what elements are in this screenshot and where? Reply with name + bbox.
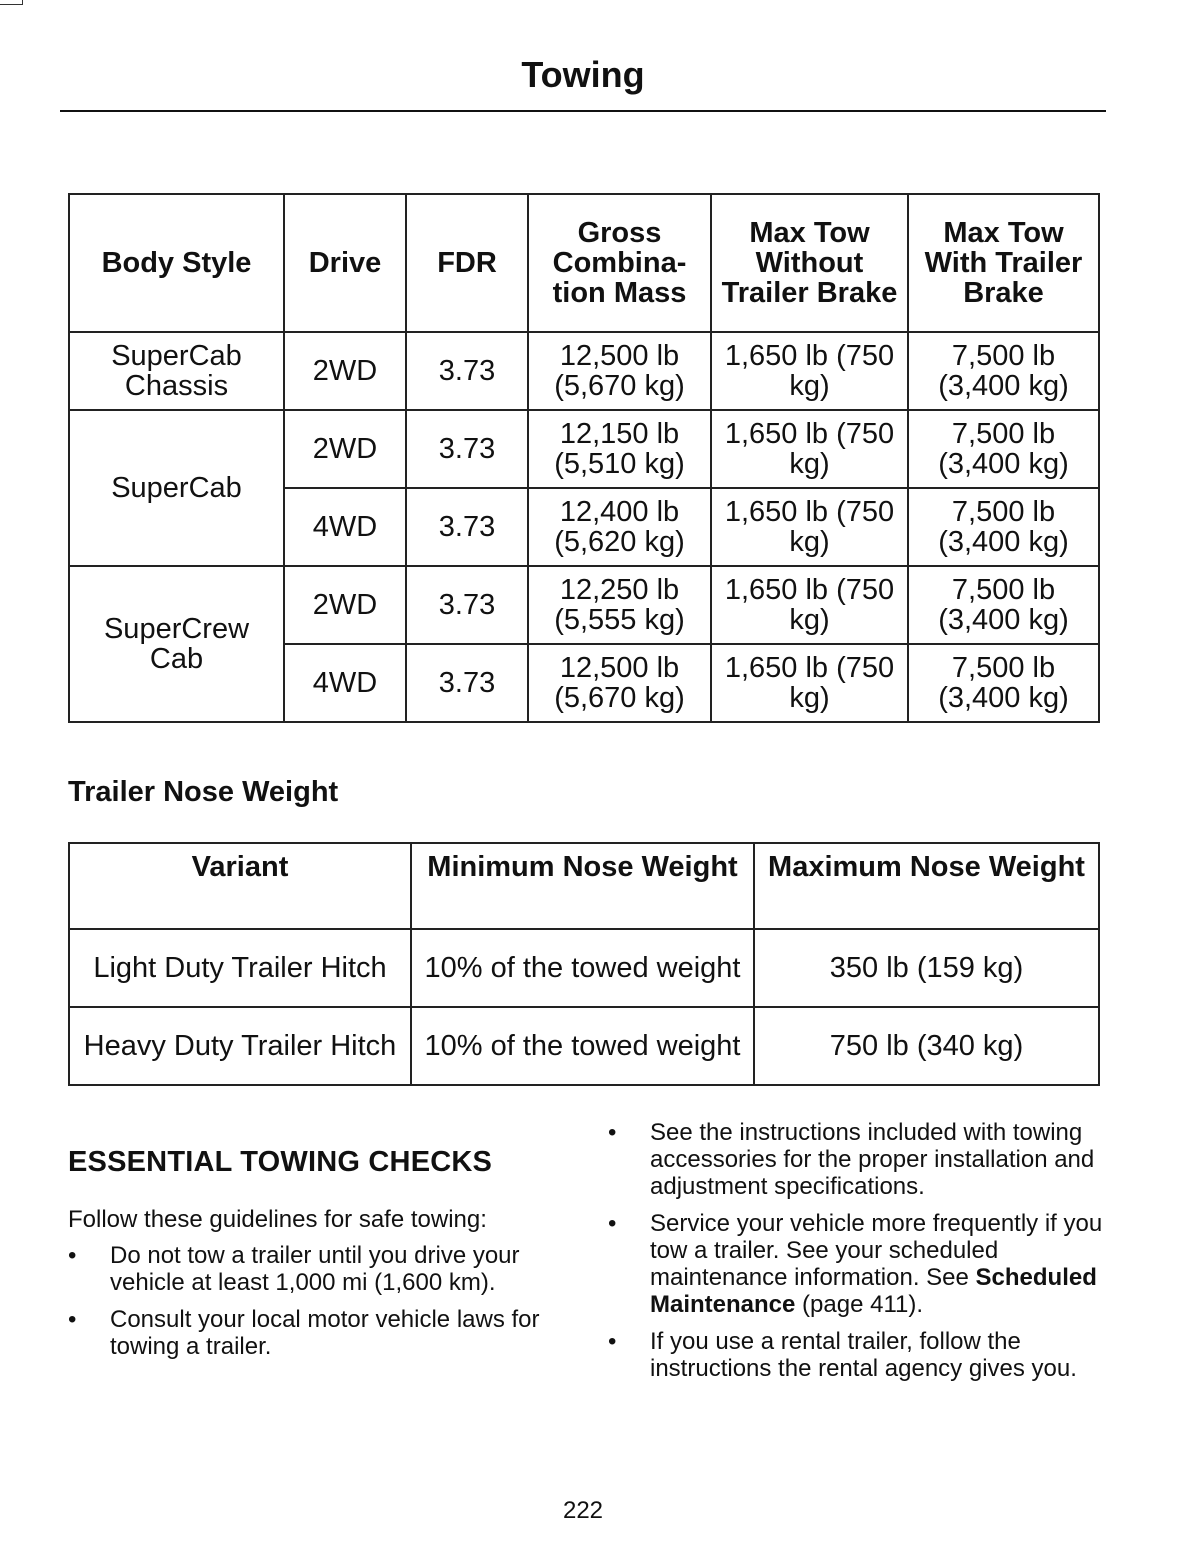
- max-tow-with-brake-cell: 7,500 lb (3,400 kg): [908, 410, 1099, 488]
- table-row: [69, 929, 1099, 1007]
- max-tow-no-brake-cell: 1,650 lb (750 kg): [711, 332, 908, 410]
- body-style-cell: SuperCrew Cab: [69, 566, 284, 722]
- drive-cell: 4WD: [284, 488, 406, 566]
- col-header-max-tow-without-brake: Max Tow Without Trailer Brake: [711, 194, 908, 332]
- list-item-text: Do not tow a trailer until you drive your vehicle at least 1,000 mi (1,600 km).: [110, 1242, 520, 1296]
- scheduled-maintenance-link[interactable]: Scheduled Maintenance: [650, 1264, 1097, 1318]
- table-header-row: [69, 843, 1099, 929]
- gcm-cell: 12,500 lb (5,670 kg): [528, 644, 711, 722]
- checks-list-left: [68, 1242, 568, 1370]
- col-header-drive: Drive: [284, 194, 406, 332]
- list-item: [608, 1328, 1108, 1382]
- col-header-body-style: Body Style: [69, 194, 284, 332]
- col-header-variant: Variant: [69, 843, 411, 929]
- essential-towing-checks-heading: ESSENTIAL TOWING CHECKS: [68, 1146, 493, 1178]
- max-nose-weight-cell: 350 lb (159 kg): [754, 929, 1099, 1007]
- variant-cell: Light Duty Trailer Hitch: [69, 929, 411, 1007]
- list-item: [68, 1306, 568, 1360]
- page-header: [60, 50, 1106, 100]
- drive-cell: 2WD: [284, 410, 406, 488]
- gcm-cell: 12,250 lb (5,555 kg): [528, 566, 711, 644]
- table-row: [69, 566, 1099, 644]
- max-tow-with-brake-cell: 7,500 lb (3,400 kg): [908, 644, 1099, 722]
- list-item: [608, 1210, 1108, 1318]
- col-header-fdr: FDR: [406, 194, 528, 332]
- trailer-nose-weight-title: Trailer Nose Weight: [68, 776, 339, 808]
- page-number: 222: [562, 1497, 604, 1524]
- page-title: Towing: [521, 54, 645, 95]
- list-item-text: Consult your local motor vehicle laws for towing a trailer.: [110, 1306, 540, 1360]
- header-rule: [60, 110, 1106, 112]
- trailer-nose-weight-table: [68, 842, 1100, 1086]
- min-nose-weight-cell: 10% of the towed weight: [411, 929, 754, 1007]
- body-style-cell: SuperCab: [69, 410, 284, 566]
- col-header-gross-combination-mass: Gross Combina-tion Mass: [528, 194, 711, 332]
- bullet-icon: •: [68, 1242, 77, 1269]
- fdr-cell: 3.73: [406, 488, 528, 566]
- max-tow-no-brake-cell: 1,650 lb (750 kg): [711, 644, 908, 722]
- list-item-text: Service your vehicle more frequently if you tow a trailer. See your scheduled maintenance information. See: [650, 1210, 1103, 1291]
- drive-cell: 2WD: [284, 332, 406, 410]
- table-row: [69, 410, 1099, 488]
- drive-cell: 4WD: [284, 644, 406, 722]
- list-item: [68, 1242, 568, 1296]
- table-row: [69, 332, 1099, 410]
- list-item-text: See the instructions included with towing accessories for the proper installation and adjustment specifications.: [650, 1119, 1095, 1200]
- gcm-cell: 12,500 lb (5,670 kg): [528, 332, 711, 410]
- list-item-text: If you use a rental trailer, follow the instructions the rental agency gives you.: [650, 1328, 1077, 1382]
- list-item: [608, 1119, 1108, 1200]
- gcm-cell: 12,400 lb (5,620 kg): [528, 488, 711, 566]
- col-header-max-nose-weight: Maximum Nose Weight: [754, 843, 1099, 929]
- body-style-cell: SuperCab Chassis: [69, 332, 284, 410]
- bullet-icon: •: [608, 1119, 617, 1146]
- drive-cell: 2WD: [284, 566, 406, 644]
- min-nose-weight-cell: 10% of the towed weight: [411, 1007, 754, 1085]
- fdr-cell: 3.73: [406, 410, 528, 488]
- max-tow-with-brake-cell: 7,500 lb (3,400 kg): [908, 332, 1099, 410]
- checks-intro: Follow these guidelines for safe towing:: [68, 1206, 487, 1233]
- col-header-min-nose-weight: Minimum Nose Weight: [411, 843, 754, 929]
- gcm-cell: 12,150 lb (5,510 kg): [528, 410, 711, 488]
- fdr-cell: 3.73: [406, 566, 528, 644]
- max-tow-no-brake-cell: 1,650 lb (750 kg): [711, 410, 908, 488]
- bullet-icon: •: [68, 1306, 77, 1333]
- max-tow-with-brake-cell: 7,500 lb (3,400 kg): [908, 488, 1099, 566]
- max-tow-no-brake-cell: 1,650 lb (750 kg): [711, 488, 908, 566]
- table-row: [69, 1007, 1099, 1085]
- variant-cell: Heavy Duty Trailer Hitch: [69, 1007, 411, 1085]
- fdr-cell: 3.73: [406, 644, 528, 722]
- col-header-max-tow-with-brake: Max Tow With Trailer Brake: [908, 194, 1099, 332]
- max-nose-weight-cell: 750 lb (340 kg): [754, 1007, 1099, 1085]
- fdr-cell: 3.73: [406, 332, 528, 410]
- page-reference: (page 411).: [795, 1291, 924, 1318]
- bullet-icon: •: [608, 1328, 617, 1355]
- checks-list-right: [608, 1119, 1108, 1392]
- max-tow-with-brake-cell: 7,500 lb (3,400 kg): [908, 566, 1099, 644]
- bullet-icon: •: [608, 1210, 617, 1237]
- towing-capacity-table: [68, 193, 1100, 723]
- corner-mark: [0, 0, 23, 5]
- table-header-row: [69, 194, 1099, 332]
- max-tow-no-brake-cell: 1,650 lb (750 kg): [711, 566, 908, 644]
